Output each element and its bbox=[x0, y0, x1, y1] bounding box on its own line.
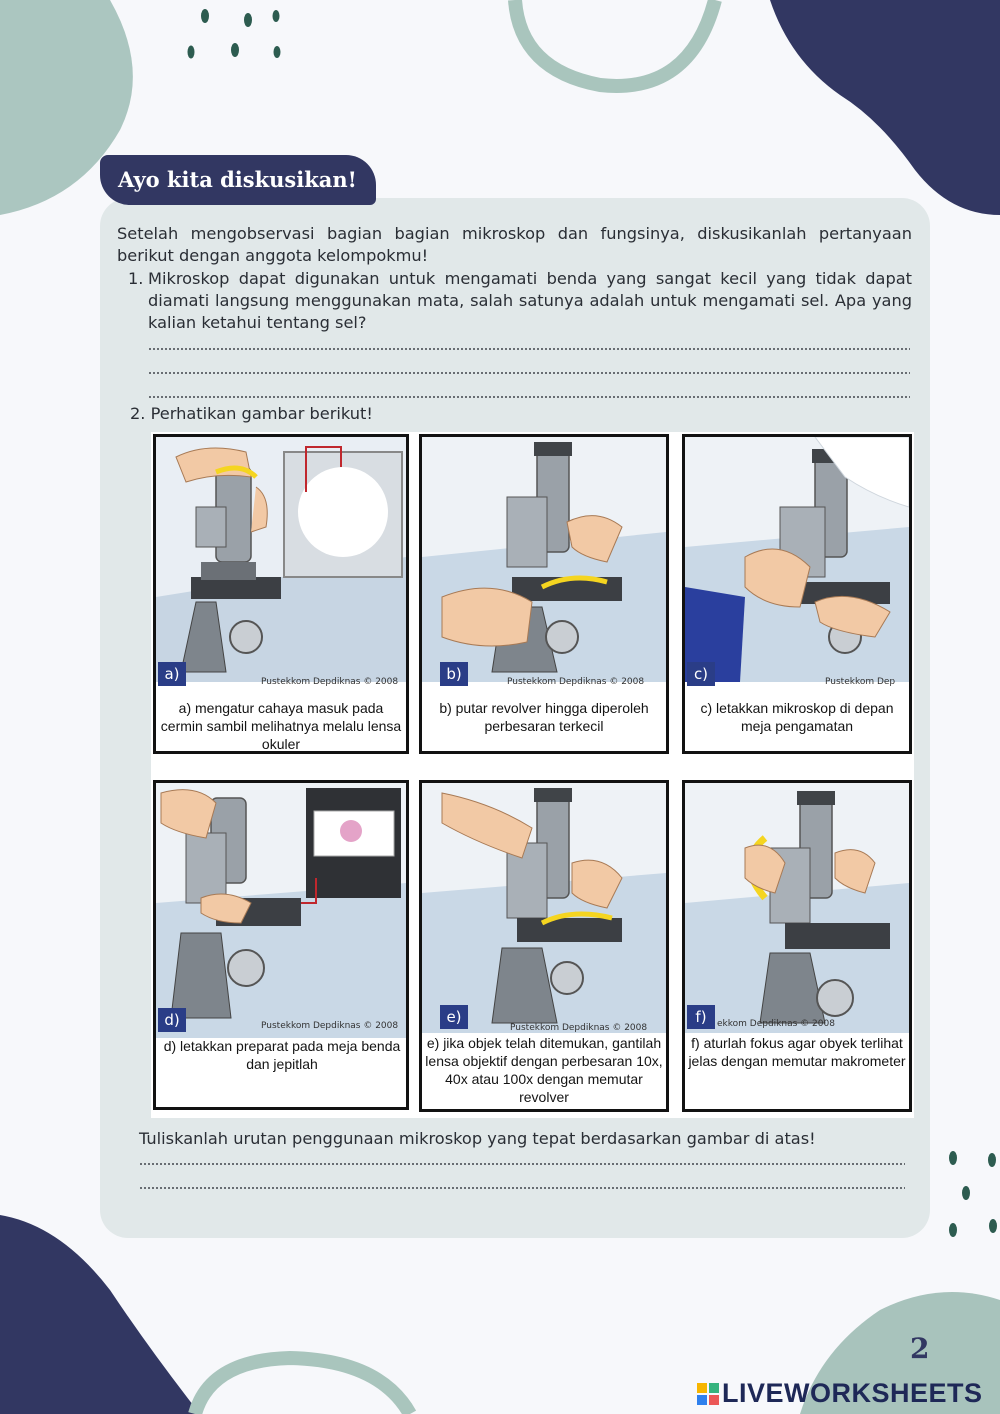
brand-watermark bbox=[697, 1378, 983, 1409]
page-number: 2 bbox=[910, 1332, 930, 1365]
panel-a bbox=[153, 434, 409, 754]
panel-f-caption: f) aturlah fokus agar obyek terlihat jelas dengan memutar makrometer bbox=[688, 1035, 906, 1069]
section-heading: Ayo kita diskusikan! bbox=[100, 155, 376, 205]
panel-b-letter: b) bbox=[440, 662, 468, 686]
panel-f bbox=[682, 780, 912, 1112]
panel-c-credit: Pustekkom Dep bbox=[825, 677, 896, 687]
brand-name: LIVEWORKSHEETS bbox=[722, 1378, 983, 1408]
panel-e-letter: e) bbox=[440, 1005, 468, 1029]
panel-e-credit: Pustekkom Depdiknas © 2008 bbox=[510, 1023, 648, 1033]
answer-line-4[interactable] bbox=[139, 1163, 905, 1165]
panel-d-letter: d) bbox=[158, 1008, 186, 1032]
answer-line-3[interactable] bbox=[148, 396, 910, 398]
panel-b-credit: Pustekkom Depdiknas © 2008 bbox=[507, 677, 645, 687]
question-2-text: 2. Perhatikan gambar berikut! bbox=[130, 404, 373, 423]
panel-c-letter: c) bbox=[687, 662, 715, 686]
microscope-focus-illustration bbox=[685, 783, 909, 1033]
microscope-placement-illustration bbox=[685, 437, 909, 682]
instruction-text: Tuliskanlah urutan penggunaan mikroskop yang tepat berdasarkan gambar di atas! bbox=[139, 1129, 816, 1148]
panel-c-caption: c) letakkan mikroskop di depan meja pengamatan bbox=[700, 700, 894, 734]
panel-e bbox=[419, 780, 669, 1112]
panel-e-caption: e) jika objek telah ditemukan, gantilah lensa objektif dengan perbesaran 10x, 40x atau 100x dengan memutar revolver bbox=[425, 1035, 663, 1105]
panel-b bbox=[419, 434, 669, 754]
panel-a-letter: a) bbox=[158, 662, 186, 686]
intro-text: Setelah mengobservasi bagian bagian mikroskop dan fungsinya, diskusikanlah pertanyaan berikut dengan anggota kelompokmu! bbox=[117, 224, 912, 265]
panel-c bbox=[682, 434, 912, 754]
answer-line-5[interactable] bbox=[139, 1187, 905, 1189]
question-1-text: Mikroskop dapat digunakan untuk mengamati benda yang sangat kecil yang tidak dapat diamati langsung menggunakan mata, salah satunya adalah untuk mengamati sel. Apa yang kalian ketahui tentang sel? bbox=[148, 269, 912, 332]
panel-d-caption: d) letakkan preparat pada meja benda dan jepitlah bbox=[163, 1038, 401, 1072]
question-1 bbox=[128, 268, 912, 334]
microscope-objective-illustration bbox=[422, 783, 666, 1033]
panel-a-credit: Pustekkom Depdiknas © 2008 bbox=[261, 677, 399, 687]
panel-a-caption: a) mengatur cahaya masuk pada cermin sambil melihatnya melalu lensa okuler bbox=[160, 700, 402, 752]
microscope-mirror-illustration bbox=[156, 437, 406, 682]
panel-d bbox=[153, 780, 409, 1110]
microscope-revolver-illustration bbox=[422, 437, 666, 682]
panel-b-caption: b) putar revolver hingga diperoleh perbesaran terkecil bbox=[439, 700, 649, 734]
question-1-number: 1. bbox=[128, 269, 144, 288]
liveworksheets-logo-icon bbox=[697, 1383, 719, 1405]
panel-d-credit: Pustekkom Depdiknas © 2008 bbox=[261, 1021, 399, 1031]
answer-line-1[interactable] bbox=[148, 348, 910, 350]
panel-f-credit: ekkom Depdiknas © 2008 bbox=[717, 1019, 835, 1029]
microscope-steps-figure bbox=[151, 432, 914, 1118]
panel-f-letter: f) bbox=[687, 1005, 715, 1029]
answer-line-2[interactable] bbox=[148, 372, 910, 374]
microscope-slide-illustration bbox=[156, 783, 406, 1038]
